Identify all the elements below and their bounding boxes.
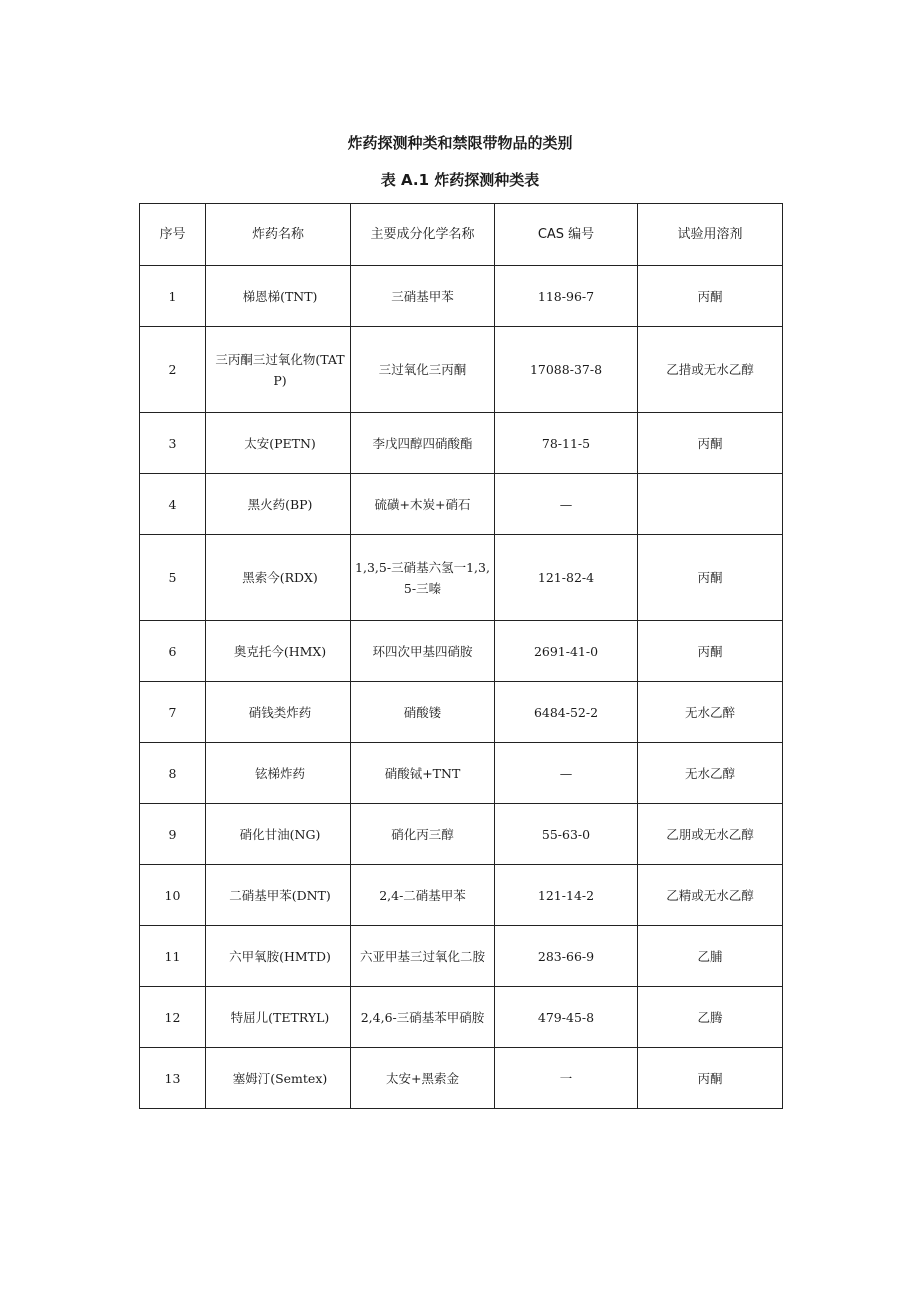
table-row [140,413,783,474]
cell-chemical-name-text: 2,4-二硝基甲苯 [379,887,466,903]
cell-chemical-name [351,266,495,327]
cell-test-solvent [638,865,783,926]
cell-test-solvent-text: 丙酮 [697,288,723,304]
header-chemical-name: 主要成分化学名称 [351,204,495,266]
cell-serial-number [140,743,206,804]
cell-test-solvent [638,804,783,865]
cell-explosive-name [206,535,351,621]
cell-chemical-name [351,804,495,865]
cell-explosive-name [206,682,351,743]
cell-cas-number [495,535,638,621]
table-row [140,804,783,865]
explosive-types-table [139,203,783,1109]
cell-explosive-name-text: 太安(PETN) [244,435,316,451]
cell-serial-number-text: 6 [168,643,177,659]
cell-cas-number-text: 2691-41-0 [533,643,599,659]
cell-cas-number [495,621,638,682]
table-row [140,535,783,621]
cell-explosive-name [206,621,351,682]
cell-explosive-name [206,327,351,413]
cell-explosive-name-text: 三丙酮三过氧化物(TATP) [215,351,345,388]
cell-chemical-name-text: 太安+黑索金 [386,1070,459,1086]
cell-cas-number [495,804,638,865]
cell-serial-number [140,1048,206,1109]
cell-chemical-name [351,926,495,987]
cell-chemical-name-text: 硝酸铽+TNT [384,765,461,781]
cell-explosive-name-text: 塞姆汀(Semtex) [232,1070,328,1086]
cell-explosive-name [206,926,351,987]
cell-test-solvent [638,621,783,682]
cell-cas-number [495,327,638,413]
cell-explosive-name [206,865,351,926]
cell-chemical-name-text: 1,3,5-三硝基六氢一1,3,5-三嗪 [355,559,490,596]
cell-test-solvent-text: 乙脯 [697,948,723,964]
cell-chemical-name-text: 硝酸镂 [403,704,442,720]
table-row [140,621,783,682]
cell-serial-number [140,804,206,865]
cell-serial-number [140,474,206,535]
cell-serial-number-text: 12 [164,1009,181,1025]
cell-serial-number [140,413,206,474]
table-body [140,266,783,1109]
cell-chemical-name-text: 硫磺+木炭+硝石 [374,496,471,512]
cell-explosive-name [206,1048,351,1109]
cell-chemical-name-text: 硝化丙三醇 [391,826,454,842]
cell-cas-number [495,926,638,987]
cell-cas-number-text: 6484-52-2 [533,704,599,720]
table-row [140,327,783,413]
cell-cas-number-text: — [559,765,573,781]
cell-test-solvent-text: 无水乙醇 [684,765,735,781]
cell-serial-number-text: 1 [168,288,177,304]
cell-test-solvent [638,987,783,1048]
cell-serial-number [140,327,206,413]
cell-serial-number-text: 10 [164,887,181,903]
cell-explosive-name-text: 硝钱类炸药 [248,704,312,720]
cell-test-solvent-text: 乙措或无水乙醇 [666,362,754,377]
cell-serial-number [140,266,206,327]
cell-serial-number [140,926,206,987]
header-serial-number: 序号 [140,204,206,266]
cell-cas-number [495,474,638,535]
cell-chemical-name [351,682,495,743]
cell-cas-number-text: 一 [559,1070,573,1086]
cell-serial-number-text: 2 [168,362,177,377]
cell-explosive-name [206,743,351,804]
table-row [140,926,783,987]
cell-test-solvent-text: 乙精或无水乙醇 [666,887,754,903]
cell-test-solvent [638,926,783,987]
cell-cas-number-text: 55-63-0 [541,826,591,842]
cell-explosive-name [206,804,351,865]
cell-explosive-name [206,987,351,1048]
cell-cas-number-text: 121-14-2 [537,887,595,903]
cell-cas-number-text: 78-11-5 [541,435,591,451]
cell-explosive-name-text: 黑火药(BP) [247,496,313,512]
header-explosive-name: 炸药名称 [206,204,351,266]
cell-serial-number-text: 11 [164,948,181,964]
cell-explosive-name-text: 黑索今(RDX) [242,570,318,585]
cell-chemical-name [351,865,495,926]
cell-explosive-name-text: 六甲氧胺(HMTD) [229,948,331,964]
cell-test-solvent-text: 乙朋或无水乙醇 [666,826,754,842]
cell-test-solvent [638,327,783,413]
cell-serial-number-text: 7 [168,704,177,720]
cell-cas-number [495,682,638,743]
cell-serial-number-text: 8 [168,765,177,781]
cell-serial-number [140,682,206,743]
cell-explosive-name-text: 奥克托今(HMX) [233,643,327,659]
cell-cas-number-text: 17088-37-8 [529,362,603,377]
cell-serial-number [140,865,206,926]
cell-serial-number [140,535,206,621]
table-row [140,987,783,1048]
cell-test-solvent [638,413,783,474]
cell-test-solvent-text: 丙酮 [697,570,723,585]
cell-serial-number-text: 9 [168,826,177,842]
cell-cas-number [495,987,638,1048]
cell-explosive-name-text: 梯恩梯(TNT) [242,288,318,304]
cell-chemical-name [351,987,495,1048]
table-row [140,1048,783,1109]
cell-chemical-name-text: 2,4,6-三硝基苯甲硝胺 [360,1009,485,1025]
cell-cas-number-text: 283-66-9 [537,948,595,964]
cell-chemical-name [351,621,495,682]
cell-cas-number [495,413,638,474]
cell-chemical-name [351,474,495,535]
cell-cas-number-text: — [559,496,573,512]
table-row [140,474,783,535]
cell-test-solvent [638,743,783,804]
cell-serial-number [140,987,206,1048]
cell-explosive-name-text: 铉梯炸药 [254,765,305,781]
cell-serial-number [140,621,206,682]
table-header-row [140,204,783,266]
cell-test-solvent [638,474,783,535]
cell-test-solvent-text: 无水乙醉 [684,704,735,720]
cell-test-solvent [638,682,783,743]
cell-cas-number [495,1048,638,1109]
table-row [140,266,783,327]
cell-chemical-name [351,327,495,413]
cell-chemical-name-text: 三过氧化三丙酮 [378,362,467,377]
cell-explosive-name [206,474,351,535]
cell-chemical-name-text: 李戊四醇四硝酸酯 [372,435,473,451]
cell-cas-number-text: 118-96-7 [537,288,595,304]
cell-explosive-name-text: 硝化甘油(NG) [239,826,321,842]
cell-test-solvent-text: 丙酮 [697,643,723,659]
cell-test-solvent-text: 丙酮 [697,1070,723,1086]
cell-explosive-name-text: 特屈儿(TETRYL) [230,1009,330,1025]
cell-chemical-name [351,743,495,804]
table-row [140,865,783,926]
document-title: 炸药探测种类和禁限带物品的类别 [347,134,573,152]
cell-chemical-name-text: 六亚甲基三过氧化二胺 [359,948,485,964]
cell-explosive-name [206,266,351,327]
cell-cas-number [495,743,638,804]
cell-chemical-name [351,1048,495,1109]
table-caption: 表 A.1 炸药探测种类表 [380,171,540,189]
cell-cas-number [495,865,638,926]
cell-chemical-name-text: 三硝基甲苯 [391,288,454,304]
cell-explosive-name-text: 二硝基甲苯(DNT) [229,887,331,903]
cell-chemical-name [351,535,495,621]
cell-serial-number-text: 13 [164,1070,181,1086]
cell-test-solvent-text: 乙腾 [697,1009,723,1025]
cell-test-solvent [638,1048,783,1109]
cell-serial-number-text: 5 [168,570,177,585]
cell-test-solvent [638,266,783,327]
cell-serial-number-text: 3 [168,435,177,451]
cell-explosive-name [206,413,351,474]
header-cas-number: CAS 编号 [495,204,638,266]
cell-serial-number-text: 4 [168,496,177,512]
cell-cas-number-text: 121-82-4 [537,570,595,585]
table-row [140,743,783,804]
cell-test-solvent [638,535,783,621]
cell-chemical-name [351,413,495,474]
table-row [140,682,783,743]
cell-test-solvent-text: 丙酮 [697,435,723,451]
cell-chemical-name-text: 环四次甲基四硝胺 [372,643,473,659]
header-test-solvent: 试验用溶剂 [638,204,783,266]
cell-cas-number-text: 479-45-8 [537,1009,595,1025]
cell-cas-number [495,266,638,327]
